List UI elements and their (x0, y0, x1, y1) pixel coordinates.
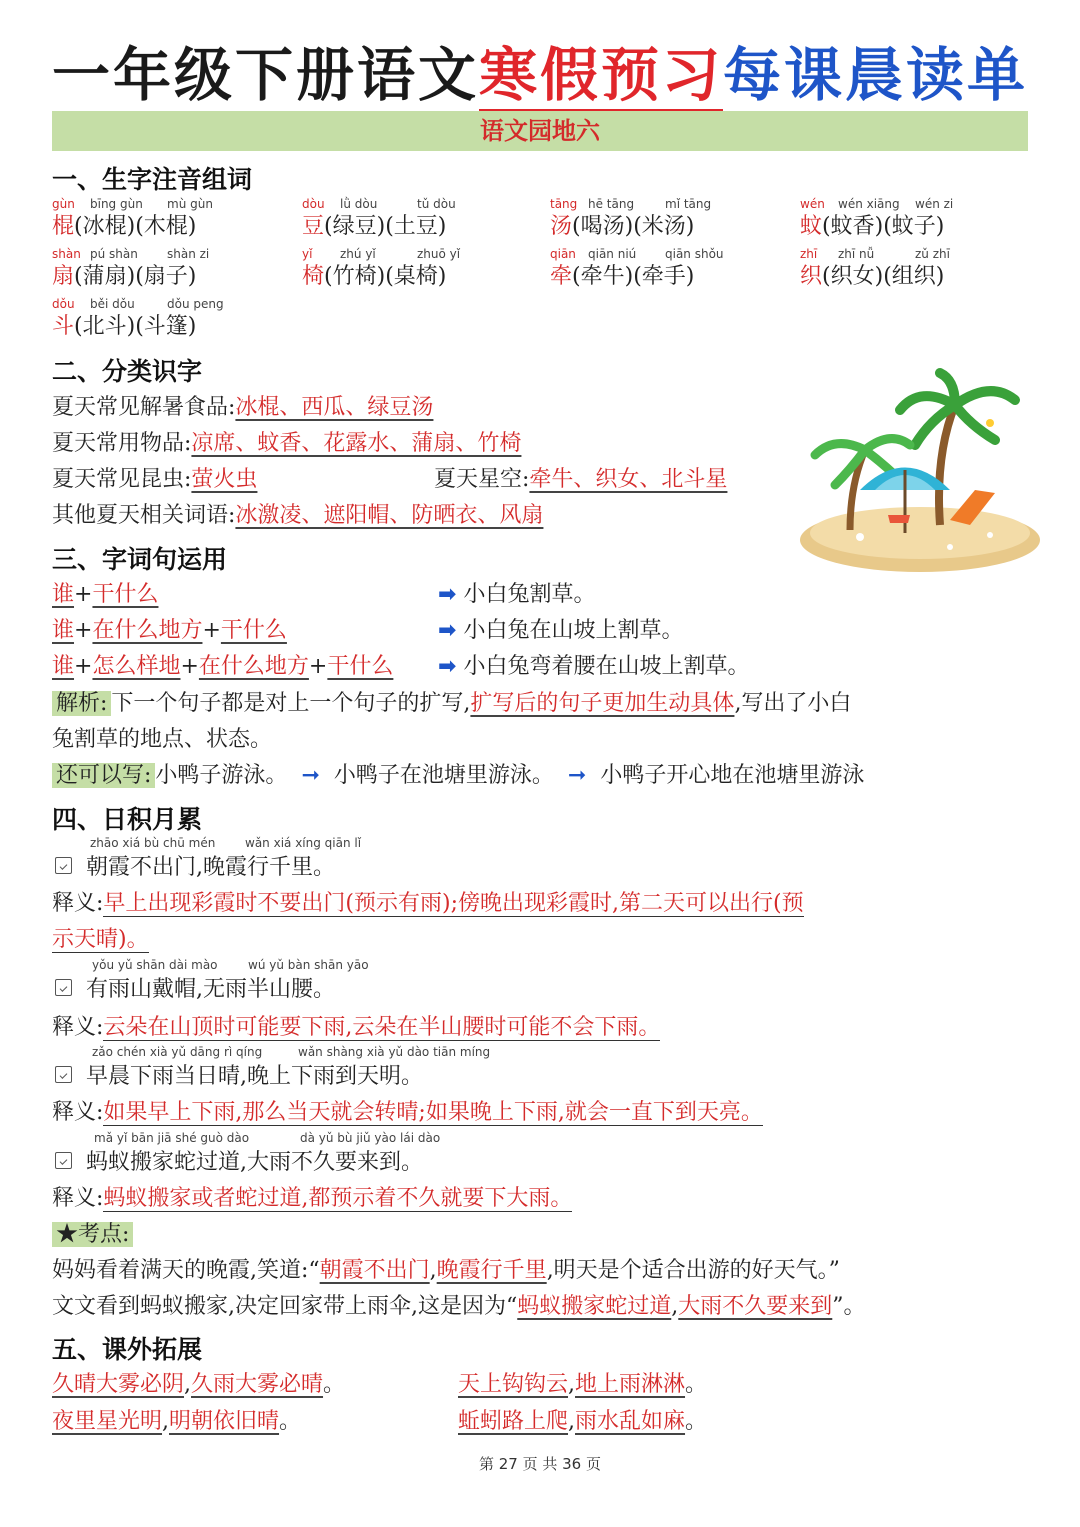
word-1: (牵牛) (572, 264, 634, 289)
pattern-term: 在什么地方 (198, 654, 309, 679)
pinyin: qiān niú (588, 247, 637, 261)
category-label: 夏天常见昆虫: (52, 467, 192, 492)
quiz-answer: 大雨不久要来到 (678, 1294, 833, 1319)
quiz-text: 妈妈看着满天的晚霞,笑道:“ (52, 1258, 320, 1283)
word-2: (蚊子) (883, 214, 945, 239)
example-sentence: 小白兔弯着腰在山坡上割草。 (463, 654, 750, 679)
quiz-text: , (429, 1258, 437, 1283)
pinyin: gùn (52, 197, 75, 211)
quiz-text: 文文看到蚂蚁搬家,决定回家带上雨伞,这是因为“ (52, 1294, 518, 1319)
pinyin: tǔ dòu (417, 197, 456, 211)
pinyin: dòu (302, 197, 325, 211)
quiz-answer: 蚂蚁搬家蛇过道 (517, 1294, 672, 1319)
char-words (52, 259, 196, 290)
also-sentence: 小鸭子在池塘里游泳。 (333, 763, 554, 788)
note-icon (55, 1066, 72, 1083)
sentence-3 (438, 649, 749, 680)
word-1: (绿豆) (324, 214, 386, 239)
word-2: (斗篷) (135, 314, 197, 339)
pinyin: dà yǔ bù jiǔ yào lái dào (300, 1131, 441, 1145)
saying: 夜里星光明 (52, 1409, 163, 1434)
punct: , (184, 1372, 192, 1397)
meaning-text: 示天晴)。 (52, 927, 149, 952)
category-food (52, 390, 433, 421)
word-2: (组织) (883, 264, 945, 289)
extension-2 (458, 1367, 707, 1398)
pinyin: wén zi (915, 197, 954, 211)
pattern-line-3 (52, 649, 393, 680)
word-1: (蒲扇) (74, 264, 136, 289)
pinyin: shàn (52, 247, 81, 261)
pinyin: dǒu (52, 297, 75, 311)
word-2: (木棍) (135, 214, 197, 239)
proverb-text: 蚂蚁搬家蛇过道,大雨不久要来到。 (86, 1150, 423, 1175)
pattern-line-1 (52, 577, 158, 608)
word-1: (冰棍) (74, 214, 136, 239)
plus: + (74, 618, 93, 643)
punct: , (568, 1372, 576, 1397)
target-char: 牵 (550, 264, 573, 289)
example-sentence: 小白兔在山坡上割草。 (463, 618, 684, 643)
char-words (52, 209, 196, 240)
section2-heading: 二、分类识字 (52, 357, 203, 386)
category-label: 夏天常见解暑食品: (52, 395, 236, 420)
char-words (550, 209, 694, 240)
word-2: (扇子) (135, 264, 197, 289)
meaning-2 (52, 1010, 660, 1041)
right-arrow-icon: ➡ (438, 654, 457, 679)
pattern-term: 怎么样地 (92, 654, 181, 679)
sentence-1 (438, 577, 595, 608)
section3-heading: 三、字词句运用 (52, 545, 228, 574)
meaning-label: 释义: (52, 1100, 104, 1125)
example-sentence: 小白兔割草。 (463, 582, 596, 607)
pinyin: zhuō yǐ (417, 247, 461, 261)
saying: 明朝依旧晴 (169, 1409, 280, 1434)
char-words (302, 259, 446, 290)
category-items (52, 426, 521, 457)
pinyin: zhī nǚ (838, 247, 875, 261)
meaning-text: 如果早上下雨,那么当天就会转晴;如果晚上下雨,就会一直下到天亮。 (103, 1100, 763, 1125)
pinyin: wén xiāng (838, 197, 900, 211)
punct: 。 (685, 1409, 708, 1434)
right-arrow-icon: ➞ (567, 763, 587, 788)
analysis-text: 下一个句子都是对上一个句子的扩写, (111, 691, 471, 716)
analysis-label: 解析: (52, 691, 111, 716)
note-icon (55, 979, 72, 996)
char-words (800, 259, 944, 290)
pinyin: yǐ (302, 247, 313, 261)
target-char: 蚊 (800, 214, 823, 239)
section5-heading: 五、课外拓展 (52, 1335, 203, 1364)
target-char: 豆 (302, 214, 325, 239)
category-value: 牵牛、织女、北斗星 (529, 467, 728, 492)
section4-heading: 四、日积月累 (52, 805, 203, 834)
saying: 久晴大雾必阴 (52, 1372, 185, 1397)
punct: , (568, 1409, 576, 1434)
char-words (800, 209, 944, 240)
also-sentence: 小鸭子游泳。 (155, 763, 288, 788)
pattern-line-2 (52, 613, 287, 644)
pinyin: běi dǒu (90, 297, 135, 311)
kaodian-line-1 (52, 1253, 840, 1284)
pattern-term: 谁 (52, 582, 75, 607)
char-words (52, 309, 196, 340)
proverb-text: 早晨下雨当日晴,晚上下雨到天明。 (86, 1064, 423, 1089)
target-char: 斗 (52, 314, 75, 339)
pattern-term: 干什么 (92, 582, 159, 607)
note-icon (55, 857, 72, 874)
proverb-1 (55, 850, 335, 881)
pinyin: mù gùn (167, 197, 213, 211)
pinyin: zǔ zhī (915, 247, 950, 261)
right-arrow-icon: ➡ (438, 582, 457, 607)
right-arrow-icon: ➞ (301, 763, 320, 788)
pinyin: wǎn shàng xià yǔ dào tiān míng (298, 1045, 491, 1059)
meaning-text: 早上出现彩霞时不要出门(预示有雨);傍晚出现彩霞时,第二天可以出行(预 (103, 891, 804, 916)
pinyin: wú yǔ bàn shān yāo (248, 958, 369, 972)
word-1: (蚊香) (822, 214, 884, 239)
plus: + (308, 654, 328, 679)
pinyin: zhāo xiá bù chū mén (90, 836, 216, 850)
category-label: 夏天常用物品: (52, 431, 192, 456)
pinyin: lǜ dòu (340, 197, 378, 211)
target-char: 棍 (52, 214, 75, 239)
meaning-1-cont (52, 922, 170, 953)
quiz-answer: 晚霞行千里 (436, 1258, 547, 1283)
category-value: 凉席、蚊香、花露水、蒲扇、竹椅 (191, 431, 522, 456)
meaning-label: 释义: (52, 891, 104, 916)
also-sentence: 小鸭子开心地在池塘里游泳 (600, 763, 865, 788)
quiz-text: , (671, 1294, 679, 1319)
analysis-text: ,写出了小白 (734, 691, 852, 716)
title-part1: 一年级下册语文 (51, 41, 479, 109)
beach-island-illustration (790, 365, 1040, 575)
category-value: 萤火虫 (191, 467, 258, 492)
proverb-4 (55, 1145, 423, 1176)
category-label: 其他夏天相关词语: (52, 503, 236, 528)
pinyin: mǐ tāng (665, 197, 712, 211)
pattern-term: 干什么 (220, 618, 287, 643)
title-part3: 每课晨读单 (723, 41, 1029, 109)
target-char: 椅 (302, 264, 325, 289)
proverb-3 (55, 1059, 423, 1090)
note-icon (55, 1152, 72, 1169)
saying: 天上钩钩云 (458, 1372, 569, 1397)
extension-1 (52, 1367, 345, 1398)
meaning-4 (52, 1181, 572, 1212)
word-2: (土豆) (385, 214, 447, 239)
punct: 。 (279, 1409, 302, 1434)
punct: 。 (323, 1372, 346, 1397)
category-value: 冰激凌、遮阳帽、防晒衣、风扇 (235, 503, 544, 528)
section1-heading: 一、生字注音组词 (52, 165, 253, 194)
pinyin: zǎo chén xià yǔ dāng rì qíng (92, 1045, 263, 1059)
pinyin: zhú yǐ (340, 247, 376, 261)
kaodian-badge: ★考点: (52, 1222, 133, 1247)
title-part2: 寒假预习 (479, 41, 723, 114)
saying: 地上雨淋淋 (575, 1372, 686, 1397)
pattern-term: 干什么 (327, 654, 394, 679)
also-label: 还可以写: (52, 763, 155, 788)
saying: 雨水乱如麻 (575, 1409, 686, 1434)
pinyin: shàn zi (167, 247, 210, 261)
lesson-title-bar: 语文园地六 (52, 111, 1028, 151)
category-label: 夏天星空: (434, 467, 530, 492)
category-insects (52, 462, 257, 493)
target-char: 汤 (550, 214, 573, 239)
pinyin: pú shàn (90, 247, 138, 261)
proverb-text: 有雨山戴帽,无雨半山腰。 (86, 977, 335, 1002)
word-2: (米汤) (633, 214, 695, 239)
pinyin: wǎn xiá xíng qiān lǐ (245, 836, 362, 850)
quiz-text: ,明天是个适合出游的好天气。” (546, 1258, 840, 1283)
plus: + (74, 582, 93, 607)
pinyin: zhī (800, 247, 818, 261)
pinyin: mǎ yǐ bān jiā shé guò dào (94, 1131, 250, 1145)
kaodian-line-2 (52, 1289, 866, 1320)
meaning-text: 蚂蚁搬家或者蛇过道,都预示着不久就要下大雨。 (103, 1186, 573, 1211)
punct: 。 (685, 1372, 708, 1397)
pinyin: qiān shǒu (665, 247, 724, 261)
category-stars (434, 462, 727, 493)
page-title (0, 28, 1080, 112)
meaning-3 (52, 1095, 763, 1126)
punct: , (162, 1409, 170, 1434)
analysis (52, 686, 851, 717)
word-2: (桌椅) (385, 264, 447, 289)
saying: 久雨大雾必晴 (191, 1372, 324, 1397)
proverb-2 (55, 972, 335, 1003)
plus: + (180, 654, 199, 679)
category-other (52, 498, 543, 529)
saying: 蚯蚓路上爬 (458, 1409, 569, 1434)
pinyin: dǒu peng (167, 297, 224, 311)
word-1: (织女) (822, 264, 884, 289)
quiz-answer: 朝霞不出门 (319, 1258, 430, 1283)
sentence-2 (438, 613, 683, 644)
meaning-label: 释义: (52, 1015, 104, 1040)
plus: + (202, 618, 221, 643)
meaning-text: 云朵在山顶时可能要下雨,云朵在半山腰时可能不会下雨。 (103, 1015, 661, 1040)
extension-4 (458, 1404, 707, 1435)
word-1: (竹椅) (324, 264, 386, 289)
pinyin: hē tāng (588, 197, 635, 211)
meaning-1 (52, 886, 804, 917)
category-value: 冰棍、西瓜、绿豆汤 (235, 395, 434, 420)
pinyin: yǒu yǔ shān dài mào (92, 958, 218, 972)
pattern-term: 谁 (52, 618, 75, 643)
pattern-term: 在什么地方 (92, 618, 203, 643)
char-words (550, 259, 694, 290)
proverb-text: 朝霞不出门,晚霞行千里。 (86, 855, 335, 880)
pinyin: wén (800, 197, 825, 211)
extension-3 (52, 1404, 301, 1435)
target-char: 扇 (52, 264, 75, 289)
page-footer: 第 27 页 共 36 页 (478, 1455, 601, 1473)
pinyin: tāng (550, 197, 578, 211)
quiz-text: ”。 (832, 1294, 866, 1319)
pinyin: qiān (550, 247, 576, 261)
kaodian-label (52, 1217, 133, 1248)
word-2: (牵手) (633, 264, 695, 289)
plus: + (74, 654, 93, 679)
word-1: (北斗) (74, 314, 136, 339)
meaning-label: 释义: (52, 1186, 104, 1211)
analysis-key: 扩写后的句子更加生动具体 (470, 691, 735, 716)
right-arrow-icon: ➡ (438, 618, 457, 643)
char-words (302, 209, 446, 240)
word-1: (喝汤) (572, 214, 634, 239)
target-char: 织 (800, 264, 823, 289)
also-write (52, 758, 864, 789)
analysis-continued: 兔割草的地点、状态。 (52, 727, 273, 752)
pattern-term: 谁 (52, 654, 75, 679)
pinyin: bīng gùn (90, 197, 143, 211)
